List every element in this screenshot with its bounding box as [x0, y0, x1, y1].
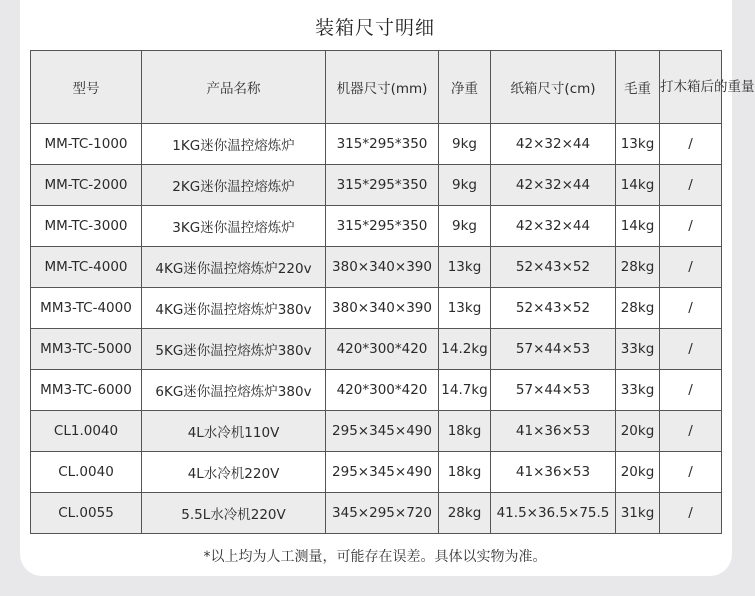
header-net-weight: 净重	[439, 51, 491, 124]
cell-gross-weight: 28kg	[616, 288, 660, 329]
cell-machine-size: 380×340×390	[326, 247, 439, 288]
table-row	[31, 411, 722, 452]
table-body	[31, 124, 722, 534]
table-row	[31, 247, 722, 288]
table-row	[31, 165, 722, 206]
header-carton-size: 纸箱尺寸(cm)	[491, 51, 616, 124]
header-gross-weight: 毛重	[616, 51, 660, 124]
cell-net-weight: 9kg	[439, 165, 491, 206]
cell-machine-size: 315*295*350	[326, 165, 439, 206]
cell-net-weight: 14.7kg	[439, 370, 491, 411]
packing-size-table	[30, 50, 755, 534]
cell-model: MM-TC-3000	[31, 206, 142, 247]
cell-gross-weight: 14kg	[616, 165, 660, 206]
cell-wooden-box-weight: /	[660, 247, 722, 288]
cell-wooden-box-weight: /	[660, 329, 722, 370]
page-title: 装箱尺寸明细	[314, 17, 435, 39]
table-row	[31, 206, 722, 247]
table-row	[31, 124, 722, 165]
cell-product-name: 5KG迷你温控熔炼炉380v	[142, 329, 326, 370]
cell-machine-size: 380×340×390	[326, 288, 439, 329]
cell-product-name: 4L水冷机220V	[142, 452, 326, 493]
cell-model: MM-TC-2000	[31, 165, 142, 206]
table-row	[31, 329, 722, 370]
cell-net-weight: 13kg	[439, 288, 491, 329]
cell-machine-size: 420*300*420	[326, 329, 439, 370]
cell-carton-size: 52×43×52	[491, 247, 616, 288]
cell-carton-size: 57×44×53	[491, 329, 616, 370]
cell-wooden-box-weight: /	[660, 370, 722, 411]
cell-gross-weight: 33kg	[616, 329, 660, 370]
cell-wooden-box-weight: /	[660, 206, 722, 247]
cell-model: MM-TC-1000	[31, 124, 142, 165]
cell-gross-weight: 20kg	[616, 452, 660, 493]
cell-product-name: 3KG迷你温控熔炼炉	[142, 206, 326, 247]
cell-wooden-box-weight: /	[660, 452, 722, 493]
cell-model: CL.0040	[31, 452, 142, 493]
cell-gross-weight: 14kg	[616, 206, 660, 247]
cell-carton-size: 41×36×53	[491, 452, 616, 493]
cell-gross-weight: 13kg	[616, 124, 660, 165]
footnote: *以上均为人工测量，可能存在误差。具体以实物为准。	[203, 549, 547, 565]
cell-wooden-box-weight: /	[660, 124, 722, 165]
cell-net-weight: 14.2kg	[439, 329, 491, 370]
cell-model: MM3-TC-5000	[31, 329, 142, 370]
cell-product-name: 1KG迷你温控熔炼炉	[142, 124, 326, 165]
cell-wooden-box-weight: /	[660, 411, 722, 452]
cell-carton-size: 41×36×53	[491, 411, 616, 452]
header-model: 型号	[31, 51, 142, 124]
cell-model: MM-TC-4000	[31, 247, 142, 288]
cell-carton-size: 41.5×36.5×75.5	[491, 493, 616, 534]
cell-gross-weight: 28kg	[616, 247, 660, 288]
cell-model: CL.0055	[31, 493, 142, 534]
cell-model: MM3-TC-6000	[31, 370, 142, 411]
header-product-name: 产品名称	[142, 51, 326, 124]
cell-product-name: 6KG迷你温控熔炼炉380v	[142, 370, 326, 411]
cell-machine-size: 315*295*350	[326, 206, 439, 247]
cell-machine-size: 295×345×490	[326, 411, 439, 452]
cell-carton-size: 42×32×44	[491, 206, 616, 247]
cell-net-weight: 9kg	[439, 206, 491, 247]
table-header-row	[31, 51, 722, 124]
cell-gross-weight: 20kg	[616, 411, 660, 452]
cell-carton-size: 52×43×52	[491, 288, 616, 329]
cell-product-name: 4KG迷你温控熔炼炉380v	[142, 288, 326, 329]
cell-wooden-box-weight: /	[660, 165, 722, 206]
cell-model: MM3-TC-4000	[31, 288, 142, 329]
header-wooden-box-weight: 打木箱后的重量	[660, 51, 722, 124]
cell-machine-size: 295×345×490	[326, 452, 439, 493]
table-row	[31, 370, 722, 411]
cell-product-name: 4KG迷你温控熔炼炉220v	[142, 247, 326, 288]
cell-carton-size: 42×32×44	[491, 165, 616, 206]
cell-wooden-box-weight: /	[660, 288, 722, 329]
cell-machine-size: 345×295×720	[326, 493, 439, 534]
cell-product-name: 4L水冷机110V	[142, 411, 326, 452]
cell-net-weight: 28kg	[439, 493, 491, 534]
cell-net-weight: 9kg	[439, 124, 491, 165]
cell-carton-size: 57×44×53	[491, 370, 616, 411]
table-row	[31, 288, 722, 329]
cell-net-weight: 18kg	[439, 411, 491, 452]
table-row	[31, 452, 722, 493]
cell-net-weight: 18kg	[439, 452, 491, 493]
cell-gross-weight: 33kg	[616, 370, 660, 411]
cell-net-weight: 13kg	[439, 247, 491, 288]
cell-gross-weight: 31kg	[616, 493, 660, 534]
header-machine-size: 机器尺寸(mm)	[326, 51, 439, 124]
cell-machine-size: 315*295*350	[326, 124, 439, 165]
cell-carton-size: 42×32×44	[491, 124, 616, 165]
table-row	[31, 493, 722, 534]
cell-product-name: 2KG迷你温控熔炼炉	[142, 165, 326, 206]
cell-wooden-box-weight: /	[660, 493, 722, 534]
cell-product-name: 5.5L水冷机220V	[142, 493, 326, 534]
cell-model: CL1.0040	[31, 411, 142, 452]
cell-machine-size: 420*300*420	[326, 370, 439, 411]
